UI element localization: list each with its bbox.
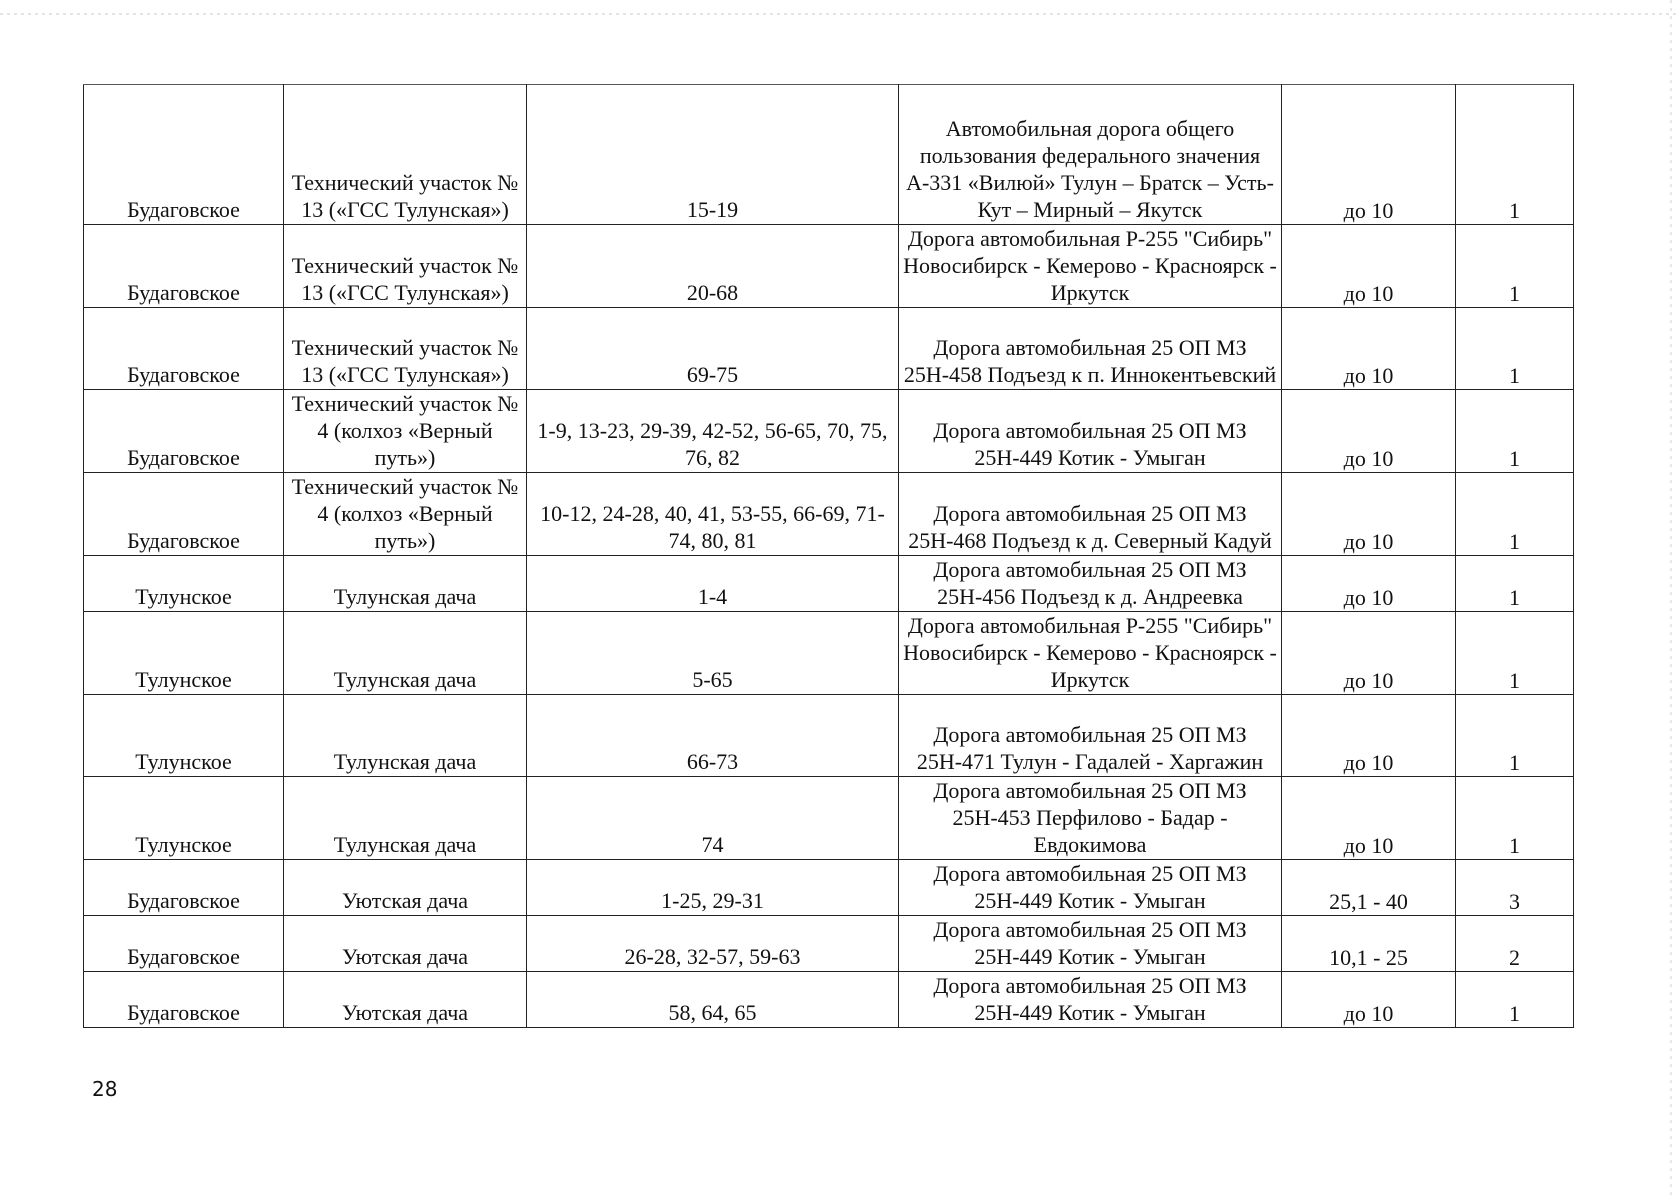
- scan-edge-right: [1670, 0, 1672, 1200]
- cell-grade: 2: [1456, 916, 1574, 972]
- cell-road: Дорога автомобильная 25 ОП МЗ 25Н-449 Котик - Умыган: [899, 972, 1282, 1028]
- table-row: [84, 612, 1574, 695]
- table-row: [84, 85, 1574, 225]
- cell-area: Технический участок № 13 («ГСС Тулунская»): [284, 225, 527, 308]
- cell-quarters: 58, 64, 65: [527, 972, 899, 1028]
- cell-grade: 1: [1456, 390, 1574, 473]
- table-row: [84, 777, 1574, 860]
- cell-road: Дорога автомобильная 25 ОП МЗ 25Н-449 Котик - Умыган: [899, 390, 1282, 473]
- table-row: [84, 695, 1574, 777]
- cell-quarters: 5-65: [527, 612, 899, 695]
- cell-distance: до 10: [1282, 225, 1456, 308]
- cell-area: Тулунская дача: [284, 777, 527, 860]
- table-row: [84, 390, 1574, 473]
- cell-area: Уютская дача: [284, 860, 527, 916]
- cell-area: Тулунская дача: [284, 695, 527, 777]
- cell-distance: до 10: [1282, 556, 1456, 612]
- cell-road: Дорога автомобильная Р-255 "Сибирь" Новосибирск - Кемерово - Красноярск - Иркутск: [899, 225, 1282, 308]
- cell-quarters: 10-12, 24-28, 40, 41, 53-55, 66-69, 71-74, 80, 81: [527, 473, 899, 556]
- cell-road: Дорога автомобильная 25 ОП МЗ 25Н-449 Котик - Умыган: [899, 860, 1282, 916]
- scan-edge-top: [0, 13, 1680, 15]
- cell-settlement: Тулунское: [84, 556, 284, 612]
- cell-quarters: 26-28, 32-57, 59-63: [527, 916, 899, 972]
- cell-distance: 25,1 - 40: [1282, 860, 1456, 916]
- cell-settlement: Будаговское: [84, 916, 284, 972]
- cell-distance: до 10: [1282, 473, 1456, 556]
- table-row: [84, 225, 1574, 308]
- cell-grade: 1: [1456, 473, 1574, 556]
- cell-settlement: Тулунское: [84, 695, 284, 777]
- cell-grade: 3: [1456, 860, 1574, 916]
- cell-area: Уютская дача: [284, 916, 527, 972]
- cell-road: Дорога автомобильная Р-255 "Сибирь" Новосибирск - Кемерово - Красноярск - Иркутск: [899, 612, 1282, 695]
- cell-grade: 1: [1456, 972, 1574, 1028]
- cell-road: Дорога автомобильная 25 ОП МЗ 25Н-456 Подъезд к д. Андреевка: [899, 556, 1282, 612]
- cell-quarters: 20-68: [527, 225, 899, 308]
- cell-settlement: Тулунское: [84, 612, 284, 695]
- cell-grade: 1: [1456, 85, 1574, 225]
- cell-settlement: Будаговское: [84, 972, 284, 1028]
- cell-settlement: Тулунское: [84, 777, 284, 860]
- cell-road: Дорога автомобильная 25 ОП МЗ 25Н-449 Котик - Умыган: [899, 916, 1282, 972]
- cell-quarters: 1-25, 29-31: [527, 860, 899, 916]
- cell-settlement: Будаговское: [84, 308, 284, 390]
- cell-area: Тулунская дача: [284, 612, 527, 695]
- cell-area: Уютская дача: [284, 972, 527, 1028]
- cell-grade: 1: [1456, 695, 1574, 777]
- cell-area: Технический участок № 13 («ГСС Тулунская»): [284, 85, 527, 225]
- cell-distance: до 10: [1282, 308, 1456, 390]
- cell-grade: 1: [1456, 308, 1574, 390]
- table-row: [84, 308, 1574, 390]
- cell-distance: до 10: [1282, 972, 1456, 1028]
- cell-grade: 1: [1456, 556, 1574, 612]
- cell-road: Дорога автомобильная 25 ОП МЗ 25Н-453 Перфилово - Бадар - Евдокимова: [899, 777, 1282, 860]
- cell-quarters: 66-73: [527, 695, 899, 777]
- cell-settlement: Будаговское: [84, 85, 284, 225]
- cell-distance: до 10: [1282, 695, 1456, 777]
- table-body: [84, 85, 1574, 1028]
- cell-quarters: 74: [527, 777, 899, 860]
- table-row: [84, 972, 1574, 1028]
- cell-quarters: 15-19: [527, 85, 899, 225]
- cell-road: Дорога автомобильная 25 ОП МЗ 25Н-458 Подъезд к п. Иннокентьевский: [899, 308, 1282, 390]
- cell-distance: до 10: [1282, 85, 1456, 225]
- cell-distance: до 10: [1282, 777, 1456, 860]
- cell-settlement: Будаговское: [84, 860, 284, 916]
- cell-distance: до 10: [1282, 612, 1456, 695]
- cell-road: Автомобильная дорога общего пользования федерального значения А-331 «Вилюй» Тулун – Братск – Усть-Кут – Мирный – Якутск: [899, 85, 1282, 225]
- cell-distance: до 10: [1282, 390, 1456, 473]
- cell-settlement: Будаговское: [84, 390, 284, 473]
- page-number: 28: [92, 1077, 118, 1101]
- cell-area: Технический участок № 4 (колхоз «Верный путь»): [284, 473, 527, 556]
- cell-road: Дорога автомобильная 25 ОП МЗ 25Н-468 Подъезд к д. Северный Кадуй: [899, 473, 1282, 556]
- table-row: [84, 556, 1574, 612]
- forest-roads-table: [83, 84, 1574, 1028]
- table-row: [84, 916, 1574, 972]
- table-row: [84, 860, 1574, 916]
- cell-area: Технический участок № 4 (колхоз «Верный путь»): [284, 390, 527, 473]
- cell-quarters: 1-4: [527, 556, 899, 612]
- cell-area: Технический участок № 13 («ГСС Тулунская»): [284, 308, 527, 390]
- cell-quarters: 1-9, 13-23, 29-39, 42-52, 56-65, 70, 75, 76, 82: [527, 390, 899, 473]
- cell-settlement: Будаговское: [84, 473, 284, 556]
- cell-quarters: 69-75: [527, 308, 899, 390]
- cell-road: Дорога автомобильная 25 ОП МЗ 25Н-471 Тулун - Гадалей - Харгажин: [899, 695, 1282, 777]
- cell-settlement: Будаговское: [84, 225, 284, 308]
- cell-area: Тулунская дача: [284, 556, 527, 612]
- cell-grade: 1: [1456, 777, 1574, 860]
- table-row: [84, 473, 1574, 556]
- cell-grade: 1: [1456, 225, 1574, 308]
- cell-grade: 1: [1456, 612, 1574, 695]
- cell-distance: 10,1 - 25: [1282, 916, 1456, 972]
